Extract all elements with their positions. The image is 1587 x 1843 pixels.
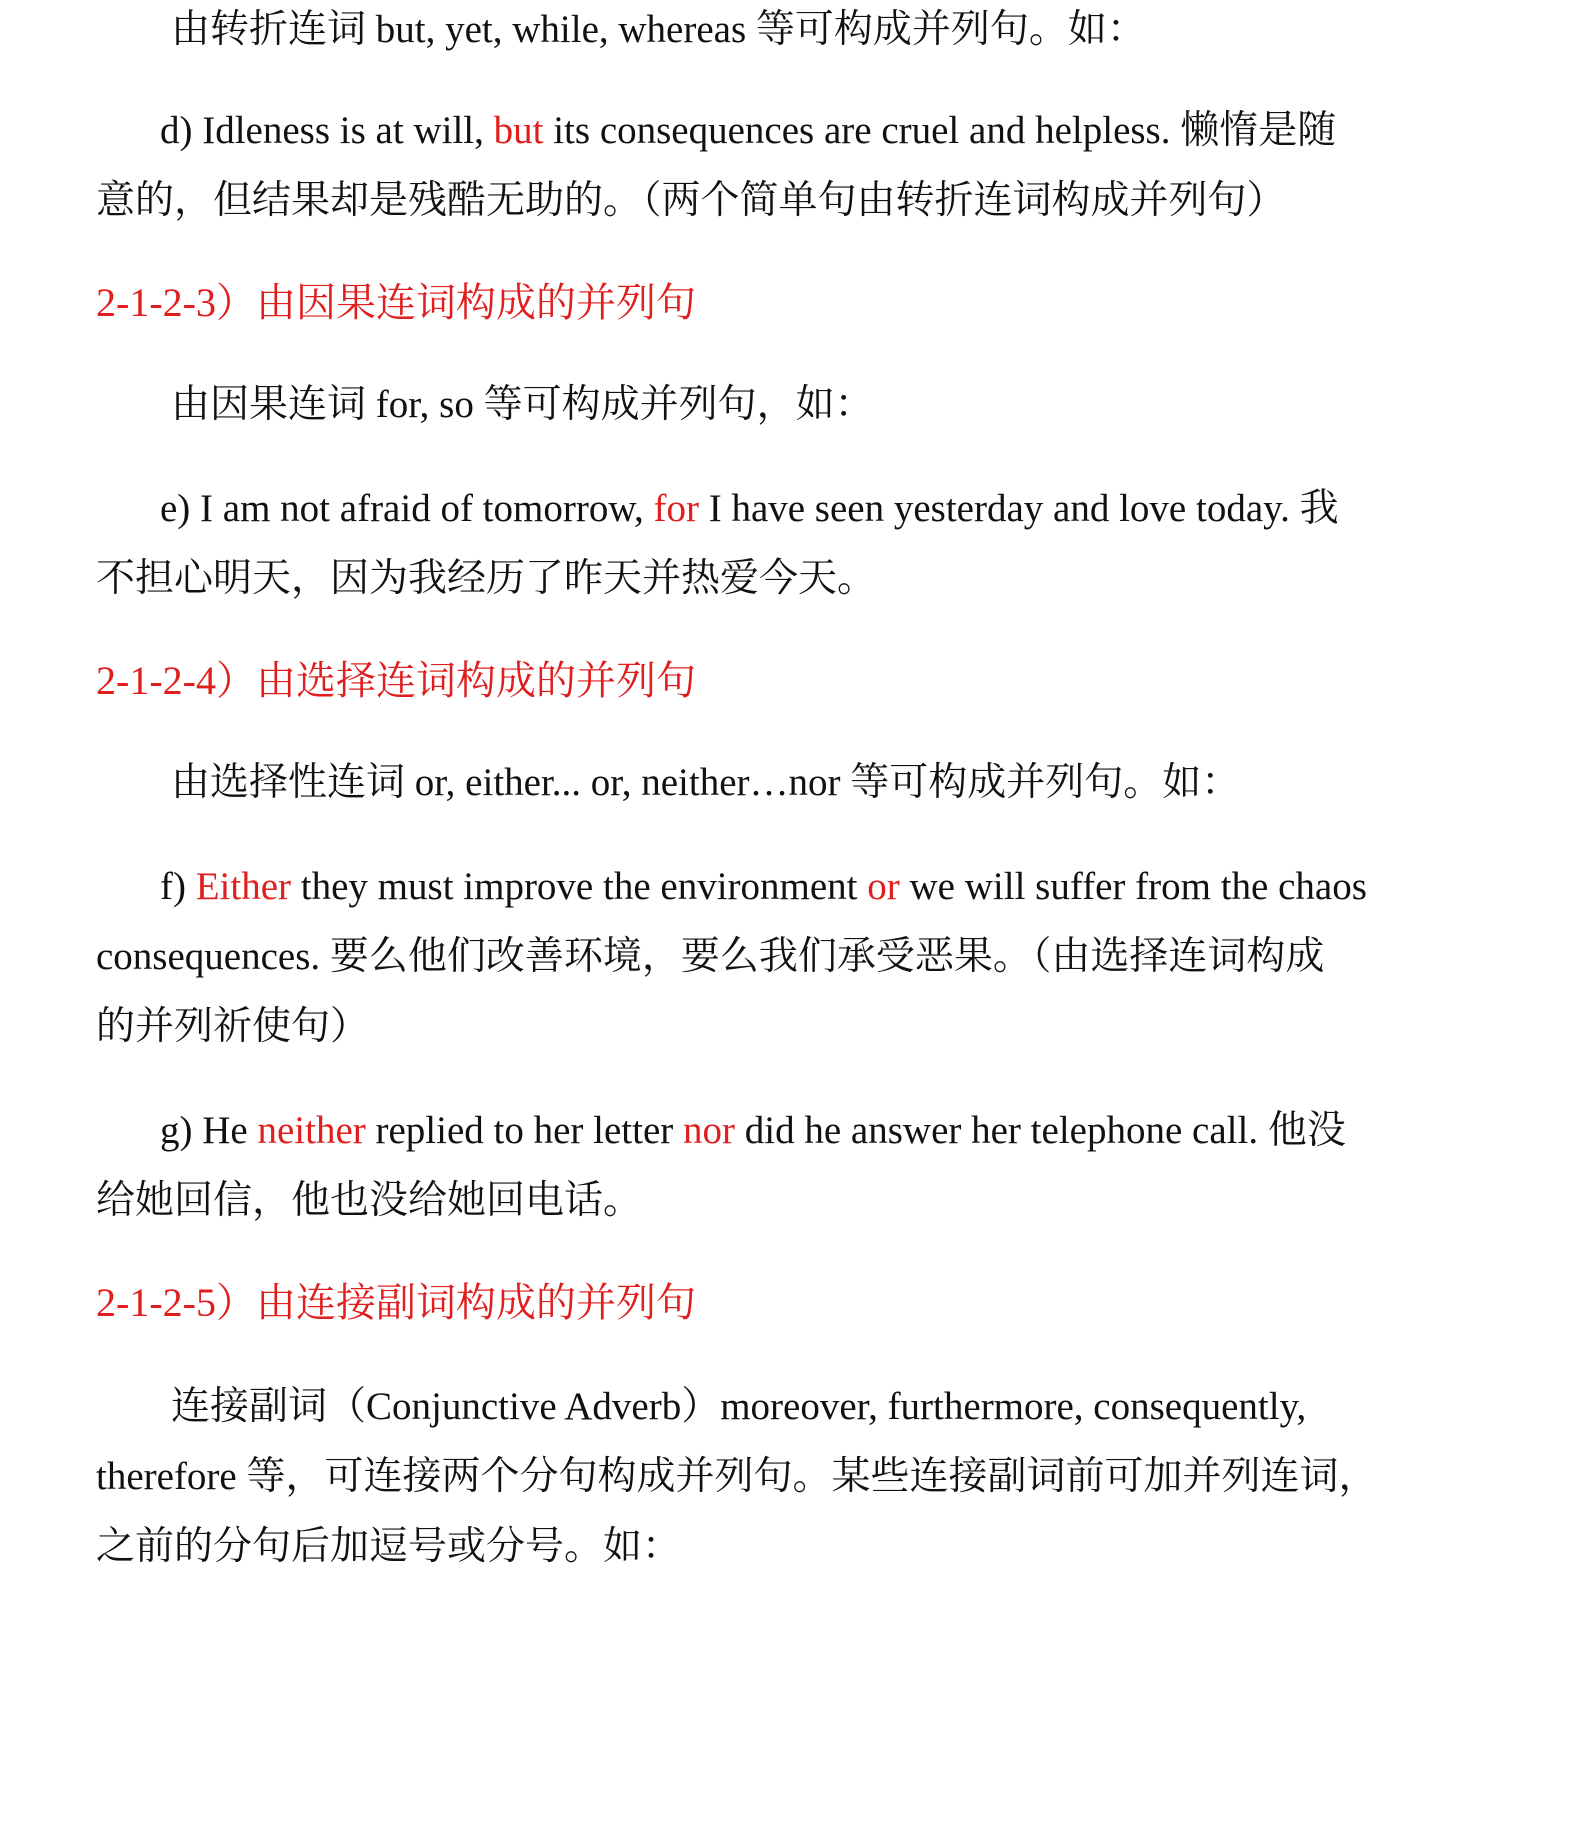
keyword-nor: nor bbox=[683, 1109, 736, 1152]
intro-contrast: 由转折连词 but, yet, while, whereas 等可构成并列句。如： bbox=[171, 8, 1146, 51]
example-e-line2: 不担心明天，因为我经历了昨天并热爱今天。 bbox=[96, 557, 877, 600]
example-d-pre: d) Idleness is at will, bbox=[160, 109, 494, 152]
example-g-mid: replied to her letter bbox=[365, 1109, 684, 1152]
keyword-or: or bbox=[867, 865, 900, 908]
keyword-neither: neither bbox=[257, 1109, 366, 1152]
example-f-line3: 的并列祈使句） bbox=[96, 1005, 370, 1048]
keyword-but: but bbox=[493, 109, 544, 152]
example-g-line1 bbox=[160, 1107, 1560, 1155]
adverb-para-line1: 连接副词（Conjunctive Adverb）moreover, furthermore, consequently, bbox=[171, 1385, 1307, 1428]
example-g-line2: 给她回信，他也没给她回电话。 bbox=[96, 1179, 643, 1222]
example-f-post: we will suffer from the chaos bbox=[899, 865, 1367, 908]
example-e-line1 bbox=[160, 485, 1560, 533]
example-f-pre: f) bbox=[160, 865, 196, 908]
example-f-line1 bbox=[160, 863, 1560, 911]
heading-2-1-2-4: 2-1-2-4）由选择连词构成的并列句 bbox=[96, 658, 696, 703]
example-d-post: its consequences are cruel and helpless. 懒惰是随 bbox=[543, 109, 1337, 152]
example-f-line2: consequences. 要么他们改善环境，要么我们承受恶果。（由选择连词构成 bbox=[96, 935, 1325, 978]
example-g-pre: g) He bbox=[160, 1109, 258, 1152]
example-f-mid: they must improve the environment bbox=[291, 865, 868, 908]
adverb-para-line2: therefore 等，可连接两个分句构成并列句。某些连接副词前可加并列连词， bbox=[96, 1455, 1378, 1498]
example-g-post: did he answer her telephone call. 他没 bbox=[735, 1109, 1346, 1152]
intro-cause: 由因果连词 for, so 等可构成并列句，如： bbox=[171, 383, 874, 426]
heading-2-1-2-3: 2-1-2-3）由因果连词构成的并列句 bbox=[96, 280, 696, 325]
adverb-para-line3: 之前的分句后加逗号或分号。如： bbox=[96, 1525, 682, 1568]
keyword-for: for bbox=[653, 487, 699, 530]
intro-choice: 由选择性连词 or, either... or, neither…nor 等可构成并列句。如： bbox=[171, 761, 1241, 804]
keyword-either: Either bbox=[195, 865, 292, 908]
example-d-line2: 意的，但结果却是残酷无助的。（两个简单句由转折连词构成并列句） bbox=[96, 179, 1286, 222]
example-e-pre: e) I am not afraid of tomorrow, bbox=[160, 487, 654, 530]
example-e-post: I have seen yesterday and love today. 我 bbox=[698, 487, 1339, 530]
heading-2-1-2-5: 2-1-2-5）由连接副词构成的并列句 bbox=[96, 1280, 696, 1325]
example-d-line1 bbox=[160, 107, 1560, 155]
